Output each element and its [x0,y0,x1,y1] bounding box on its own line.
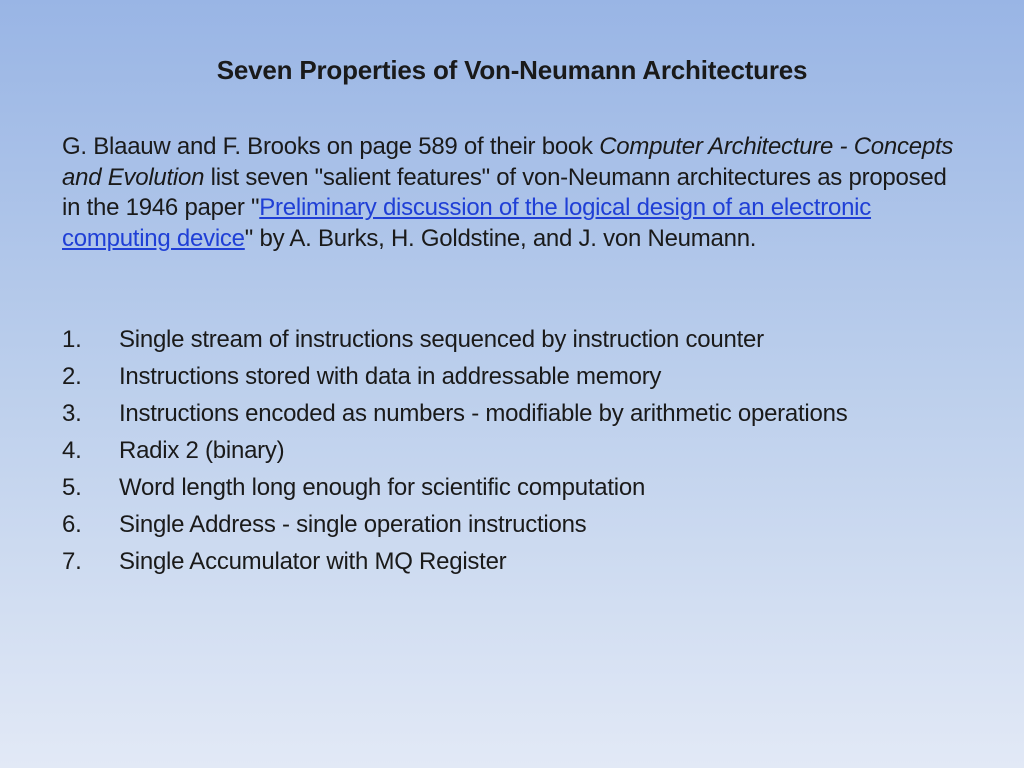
intro-text-part2: list seven "salient features" of von-Neumann architectures as proposed in the 1946 paper " [62,163,947,221]
list-item-number: 2. [62,363,82,390]
list-item-text: Single stream of instructions sequenced by instruction counter [119,326,764,353]
book-title: Computer Architecture - Concepts and Evolution [62,133,954,191]
list-item-number: 1. [62,326,82,353]
list-item-number: 5. [62,474,82,501]
intro-text-part1: G. Blaauw and F. Brooks on page 589 of their book [62,133,600,160]
slide-title: Seven Properties of Von-Neumann Architectures [216,55,808,85]
intro-text-part3: " by A. Burks, H. Goldstine, and J. von Neumann. [244,224,757,252]
list-item [62,547,962,577]
list-item-text: Single Address - single operation instructions [119,511,587,538]
list-item [62,399,962,429]
list-item [62,436,962,466]
list-item-text: Word length long enough for scientific computation [119,474,646,501]
list-item-text: Radix 2 (binary) [119,437,285,464]
properties-list [62,325,962,584]
intro-paragraph [62,132,962,254]
list-item-number: 3. [62,400,82,427]
list-item [62,362,962,392]
list-item-text: Instructions stored with data in addressable memory [119,363,662,390]
list-item-number: 4. [62,437,82,464]
list-item-text: Instructions encoded as numbers - modifiable by arithmetic operations [119,400,848,427]
list-item [62,325,962,355]
list-item-text: Single Accumulator with MQ Register [119,548,507,575]
list-item-number: 7. [62,548,82,575]
list-item [62,510,962,540]
list-item [62,473,962,503]
list-item-number: 6. [62,511,82,538]
paper-link[interactable]: Preliminary discussion of the logical design of an electronic computing device [62,194,872,252]
